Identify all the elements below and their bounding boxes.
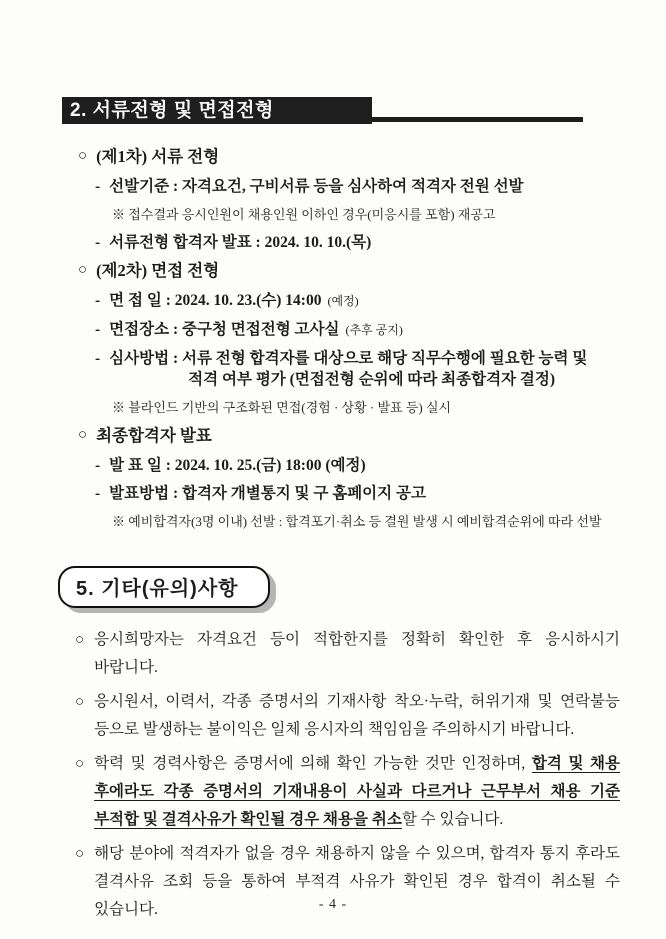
list-item bbox=[78, 425, 666, 446]
note-text: ※ 블라인드 기반의 구조화된 면접(경험 · 상황 · 발표 등) 실시 bbox=[112, 400, 452, 415]
item-text: (제1차) 서류 전형 bbox=[96, 147, 220, 166]
list-item bbox=[95, 319, 666, 341]
circle-bullet-marker: ○ bbox=[78, 427, 88, 443]
circle-bullet-marker: ○ bbox=[78, 262, 88, 278]
list-item bbox=[78, 146, 666, 167]
paragraph-text-normal: 할 수 있습니다. bbox=[401, 811, 504, 828]
dash-bullet-marker: - bbox=[95, 350, 101, 367]
dash-bullet-marker: - bbox=[95, 178, 101, 195]
dash-bullet-marker: - bbox=[95, 292, 101, 309]
paragraph bbox=[75, 750, 620, 834]
item-text-line1: 심사방법 : 서류 전형 합격자를 대상으로 해당 직무수행에 필요한 능력 및 bbox=[109, 350, 588, 367]
section2-title: 2. 서류전형 및 면접전형 bbox=[70, 100, 274, 121]
dash-bullet-marker: - bbox=[95, 485, 101, 502]
paragraph-text-normal: 학력 및 경력사항은 증명서에 의해 확인 가능한 것만 인정하며, bbox=[94, 755, 532, 772]
section2-underline bbox=[372, 117, 583, 122]
list-item bbox=[95, 483, 666, 504]
section2-title-bar bbox=[62, 97, 372, 124]
paragraph bbox=[75, 626, 620, 682]
item-text-main: 면 접 일 : 2024. 10. 23.(수) 14:00 bbox=[109, 292, 322, 309]
note-text: ※ 예비합격자(3명 이내) 선발 : 합격포기·취소 등 결원 발생 시 예비합격순위에 따라 선발 bbox=[112, 514, 602, 529]
paragraph-text: 응시희망자는 자격요건 등이 적합한지를 정확히 확인한 후 응시하시기 바랍니다. bbox=[94, 631, 620, 676]
circle-bullet-marker: ○ bbox=[75, 756, 85, 772]
list-item bbox=[78, 260, 666, 281]
dash-bullet-marker: - bbox=[95, 234, 101, 251]
circle-bullet-marker: ○ bbox=[75, 694, 85, 710]
item-text: 최종합격자 발표 bbox=[96, 426, 212, 445]
circle-bullet-marker: ○ bbox=[78, 148, 88, 164]
item-text: 서류전형 합격자 발표 : 2024. 10. 10.(목) bbox=[109, 234, 372, 251]
section5-list bbox=[75, 626, 620, 924]
item-text-annotation: (추후 공지) bbox=[345, 323, 403, 337]
note-text: ※ 접수결과 응시인원이 채용인원 이하인 경우(미응시를 포함) 재공고 bbox=[112, 207, 496, 222]
item-text: 선발기준 : 자격요건, 구비서류 등을 심사하여 적격자 전원 선발 bbox=[109, 178, 524, 195]
dash-bullet-marker: - bbox=[95, 457, 101, 474]
item-text-annotation: (예정) bbox=[327, 294, 359, 308]
section2-list bbox=[78, 146, 666, 532]
circle-bullet-marker: ○ bbox=[75, 846, 85, 862]
item-text bbox=[109, 290, 358, 312]
item-text bbox=[109, 319, 403, 341]
section5-title: 5. 기타(유의)사항 bbox=[76, 578, 239, 600]
paragraph-text bbox=[94, 750, 620, 834]
item-text-line2: 적격 여부 평가 (면접전형 순위에 따라 최종합격자 결정) bbox=[188, 371, 556, 388]
item-text-main: 면접장소 : 중구청 면접전형 고사실 bbox=[109, 321, 340, 338]
note-item bbox=[112, 204, 666, 225]
dash-bullet-marker: - bbox=[95, 321, 101, 338]
list-item bbox=[95, 348, 666, 390]
item-text: 발표방법 : 합격자 개별통지 및 구 홈페이지 공고 bbox=[109, 485, 426, 502]
circle-bullet-marker: ○ bbox=[75, 632, 85, 648]
note-item bbox=[112, 511, 666, 532]
section2-header bbox=[62, 97, 583, 124]
note-item bbox=[112, 397, 666, 418]
item-text: 발 표 일 : 2024. 10. 25.(금) 18:00 (예정) bbox=[109, 457, 366, 474]
paragraph-text: 해당 분야에 적격자가 없을 경우 채용하지 않을 수 있으며, 합격자 통지 후라도 결격사유 조회 등을 통하여 부적격 사유가 확인된 경우 합격이 취소될 수 있습니다. bbox=[94, 845, 620, 918]
list-item bbox=[95, 455, 666, 476]
paragraph bbox=[75, 688, 620, 744]
list-item bbox=[95, 232, 666, 253]
item-text: (제2차) 면접 전형 bbox=[96, 261, 220, 280]
item-text bbox=[109, 348, 587, 390]
list-item bbox=[95, 176, 666, 197]
section5-title-box bbox=[58, 566, 270, 608]
paragraph-text: 응시원서, 이력서, 각종 증명서의 기재사항 착오·누락, 허위기재 및 연락불능 등으로 발생하는 불이익은 일체 응시자의 책임임을 주의하시기 바랍니다. bbox=[94, 693, 620, 738]
list-item bbox=[95, 290, 666, 312]
page-number: - 4 - bbox=[318, 897, 348, 912]
paragraph-text-emphasis: 합격 및 채용 후에라도 각종 증명서의 기재내용이 사실과 다르거나 근무부서 채용 기준 부적합 및 결격사유가 확인될 경우 채용을 취소 bbox=[94, 755, 621, 828]
